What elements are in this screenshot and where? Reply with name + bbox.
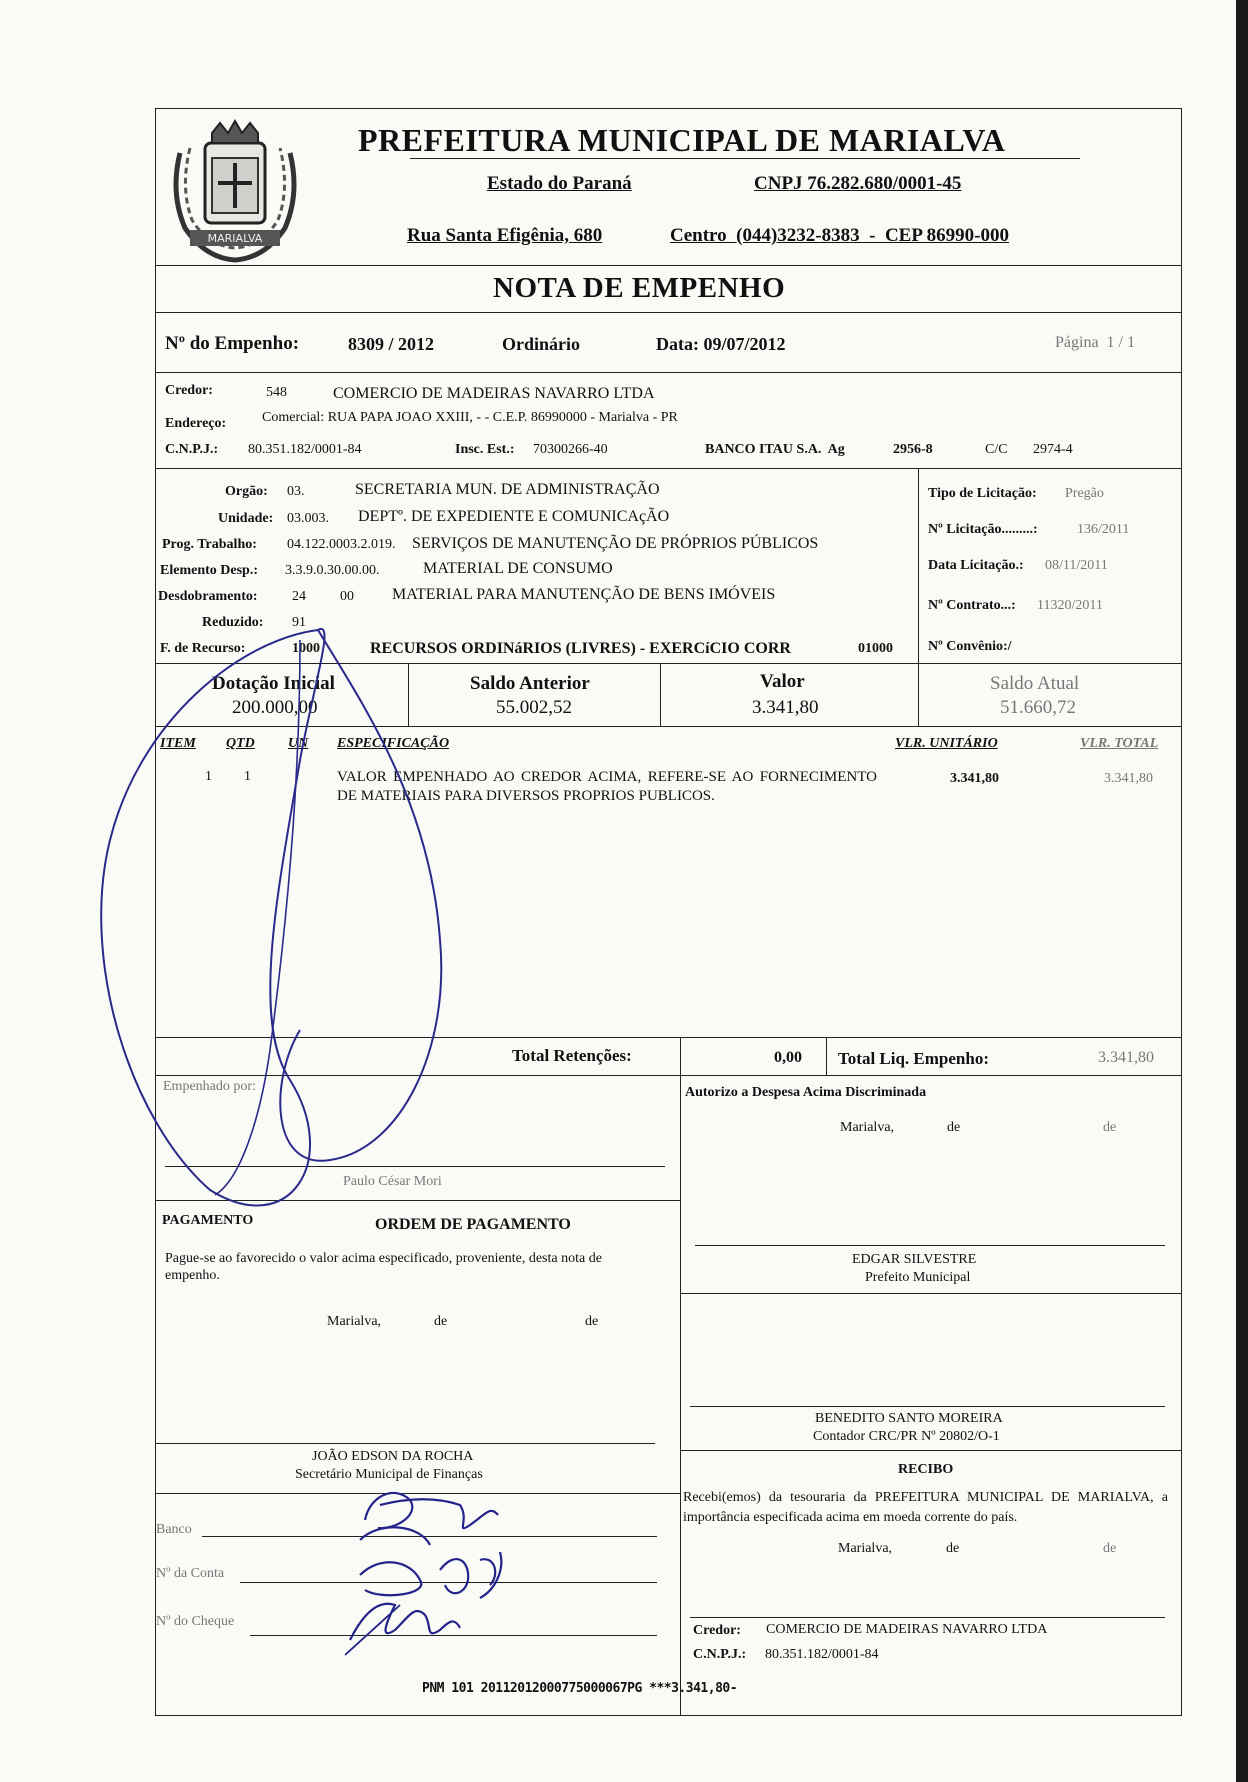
empenho-number-label: Nº do Empenho: bbox=[165, 333, 300, 354]
recibo-credor: COMERCIO DE MADEIRAS NAVARRO LTDA bbox=[766, 1622, 1048, 1637]
cheque-label: Nº do Cheque bbox=[156, 1614, 235, 1629]
accountant-title: Contador CRC/PR Nº 20802/O-1 bbox=[813, 1429, 1000, 1444]
creditor-code: 548 bbox=[266, 385, 287, 400]
reduzido-label: Reduzido: bbox=[202, 615, 264, 630]
saldo-anterior-label: Saldo Anterior bbox=[470, 673, 590, 694]
empenhado-label: Empenhado por: bbox=[163, 1079, 256, 1094]
orgao-code: 03. bbox=[287, 484, 305, 499]
tipo-licitacao: Pregão bbox=[1065, 486, 1104, 501]
elemento-name: MATERIAL DE CONSUMO bbox=[423, 560, 613, 577]
cc-label: C/C bbox=[985, 442, 1008, 457]
desdobramento-code2: 00 bbox=[340, 589, 354, 604]
row-unit-value: 3.341,80 bbox=[950, 771, 999, 786]
valor-value: 3.341,80 bbox=[752, 697, 819, 718]
empenho-number: 8309 / 2012 bbox=[348, 334, 435, 354]
recibo-cnpj: 80.351.182/0001-84 bbox=[765, 1647, 879, 1662]
desdobramento-code1: 24 bbox=[292, 589, 306, 604]
conta-label: Nº da Conta bbox=[156, 1566, 225, 1581]
total-retencoes-label: Total Retenções: bbox=[512, 1046, 632, 1065]
recurso-name: RECURSOS ORDINáRIOS (LIVRES) - EXERCíCIO CORR bbox=[370, 640, 791, 657]
autorizo-de1: de bbox=[947, 1120, 961, 1135]
orgao-label: Orgão: bbox=[225, 484, 268, 499]
licitacao-label: Nº Licitação.........: bbox=[928, 522, 1038, 537]
col-un: UN bbox=[288, 736, 309, 751]
prog-name: SERVIÇOS DE MANUTENÇÃO DE PRÓPRIOS PÚBLICOS bbox=[412, 535, 819, 552]
convenio-label: Nº Convênio:/ bbox=[928, 639, 1012, 654]
mayor-name: EDGAR SILVESTRE bbox=[852, 1252, 977, 1267]
state-name: Estado do Paraná bbox=[487, 173, 632, 194]
saldo-atual-label: Saldo Atual bbox=[990, 673, 1080, 694]
secretary-title: Secretário Municipal de Finanças bbox=[295, 1467, 483, 1482]
row-item: 1 bbox=[205, 769, 212, 784]
creditor-address: Comercial: RUA PAPA JOAO XXIII, - - C.E.P. 86990000 - Marialva - PR bbox=[262, 410, 678, 425]
row-qtd: 1 bbox=[244, 769, 251, 784]
address-label: Endereço: bbox=[165, 416, 227, 431]
tipo-licitacao-label: Tipo de Licitação: bbox=[928, 486, 1037, 501]
dotacao-label: Dotação Inicial bbox=[212, 673, 335, 694]
creditor-name: COMERCIO DE MADEIRAS NAVARRO LTDA bbox=[333, 385, 655, 402]
empenhado-name: Paulo César Mori bbox=[343, 1174, 442, 1189]
pague-se-text: Pague-se ao favorecido o valor acima especificado, proveniente, desta nota de empenho. bbox=[165, 1251, 602, 1283]
header-contact: Centro (044)3232-8383 - CEP 86990-000 bbox=[670, 225, 1009, 246]
cnpj-label: C.N.P.J.: bbox=[165, 442, 219, 457]
elemento-code: 3.3.9.0.30.00.00. bbox=[285, 563, 380, 578]
ordem-place: Marialva, bbox=[327, 1314, 382, 1329]
col-item: ITEM bbox=[160, 736, 196, 751]
empenho-type: Ordinário bbox=[502, 334, 581, 354]
col-unit-value: VLR. UNITÁRIO bbox=[895, 736, 998, 751]
bank-name: BANCO ITAU S.A. Ag bbox=[705, 442, 845, 457]
city-hall-title: PREFEITURA MUNICIPAL DE MARIALVA bbox=[358, 122, 1006, 158]
creditor-cnpj: 80.351.182/0001-84 bbox=[248, 442, 362, 457]
data-licitacao: 08/11/2011 bbox=[1045, 558, 1108, 573]
valor-label: Valor bbox=[760, 671, 805, 692]
accountant-name: BENEDITO SANTO MOREIRA bbox=[815, 1411, 1003, 1426]
barcode-text: PNM 101 20112012000775000067PG ***3.341,80- bbox=[422, 1681, 738, 1696]
document-title: NOTA DE EMPENHO bbox=[493, 272, 786, 304]
banco-label: Banco bbox=[156, 1522, 192, 1537]
unidade-code: 03.003. bbox=[287, 511, 329, 526]
pagamento-label: PAGAMENTO bbox=[162, 1213, 254, 1228]
ordem-de1: de bbox=[434, 1314, 448, 1329]
licitacao-number: 136/2011 bbox=[1077, 522, 1130, 537]
orgao-name: SECRETARIA MUN. DE ADMINISTRAÇÃO bbox=[355, 481, 660, 498]
recibo-cnpj-label: C.N.P.J.: bbox=[693, 1647, 747, 1662]
row-total-value: 3.341,80 bbox=[1104, 771, 1153, 786]
header-address: Rua Santa Efigênia, 680 bbox=[407, 225, 603, 246]
data-licitacao-label: Data Licitação.: bbox=[928, 558, 1024, 573]
recurso-label: F. de Recurso: bbox=[160, 641, 246, 656]
col-spec: ESPECIFICAÇÃO bbox=[337, 736, 450, 751]
saldo-anterior-value: 55.002,52 bbox=[496, 697, 572, 718]
total-liquido-value: 3.341,80 bbox=[1098, 1049, 1154, 1066]
unidade-label: Unidade: bbox=[218, 511, 274, 526]
page-number: Página 1 / 1 bbox=[1055, 334, 1135, 351]
prog-code: 04.122.0003.2.019. bbox=[287, 537, 396, 552]
total-liquido-label: Total Liq. Empenho: bbox=[838, 1049, 989, 1068]
unidade-name: DEPTº. DE EXPEDIENTE E COMUNICAçÃO bbox=[358, 508, 670, 525]
recibo-de2: de bbox=[1103, 1541, 1117, 1556]
recibo-place: Marialva, bbox=[838, 1541, 893, 1556]
contrato-label: Nº Contrato...: bbox=[928, 598, 1016, 613]
contrato-number: 11320/2011 bbox=[1037, 598, 1103, 613]
recurso-number: 01000 bbox=[858, 641, 893, 656]
ordem-de2: de bbox=[585, 1314, 599, 1329]
creditor-insc: 70300266-40 bbox=[533, 442, 608, 457]
bank-account: 2974-4 bbox=[1033, 442, 1073, 457]
mayor-title: Prefeito Municipal bbox=[865, 1270, 971, 1285]
recibo-de1: de bbox=[946, 1541, 960, 1556]
autorizo-de2: de bbox=[1103, 1120, 1117, 1135]
bank-agency: 2956-8 bbox=[893, 442, 933, 457]
recibo-label: RECIBO bbox=[898, 1462, 954, 1477]
desdobramento-name: MATERIAL PARA MANUTENÇÃO DE BENS IMÓVEIS bbox=[392, 586, 776, 603]
ordem-pagamento-label: ORDEM DE PAGAMENTO bbox=[375, 1216, 571, 1233]
col-total-value: VLR. TOTAL bbox=[1080, 736, 1159, 751]
recurso-code: 1000 bbox=[292, 641, 320, 656]
coat-of-arms-label: MARIALVA bbox=[207, 232, 263, 245]
insc-label: Insc. Est.: bbox=[455, 442, 515, 457]
reduzido-value: 91 bbox=[292, 615, 306, 630]
elemento-label: Elemento Desp.: bbox=[160, 563, 258, 578]
recibo-text: Recebi(emos) da tesouraria da PREFEITURA MUNICIPAL DE MARIALVA, a importância especificada acima em moeda corrente do país. bbox=[683, 1490, 1168, 1525]
secretary-name: JOÃO EDSON DA ROCHA bbox=[312, 1449, 474, 1464]
empenho-date: Data: 09/07/2012 bbox=[656, 334, 786, 354]
dotacao-value: 200.000,00 bbox=[232, 697, 318, 718]
header-cnpj: CNPJ 76.282.680/0001-45 bbox=[754, 173, 962, 194]
creditor-label: Credor: bbox=[165, 383, 213, 398]
total-retencoes-value: 0,00 bbox=[774, 1049, 802, 1066]
row-spec: VALOR EMPENHADO AO CREDOR ACIMA, REFERE-SE AO FORNECIMENTO DE MATERIAIS PARA DIVERSOS PROPRIOS PUBLICOS. bbox=[337, 769, 877, 804]
col-qtd: QTD bbox=[226, 736, 255, 751]
recibo-credor-label: Credor: bbox=[693, 1623, 741, 1638]
saldo-atual-value: 51.660,72 bbox=[1000, 697, 1076, 718]
autorizo-label: Autorizo a Despesa Acima Discriminada bbox=[685, 1085, 927, 1100]
desdobramento-label: Desdobramento: bbox=[158, 589, 258, 604]
prog-label: Prog. Trabalho: bbox=[162, 537, 257, 552]
autorizo-place: Marialva, bbox=[840, 1120, 895, 1135]
